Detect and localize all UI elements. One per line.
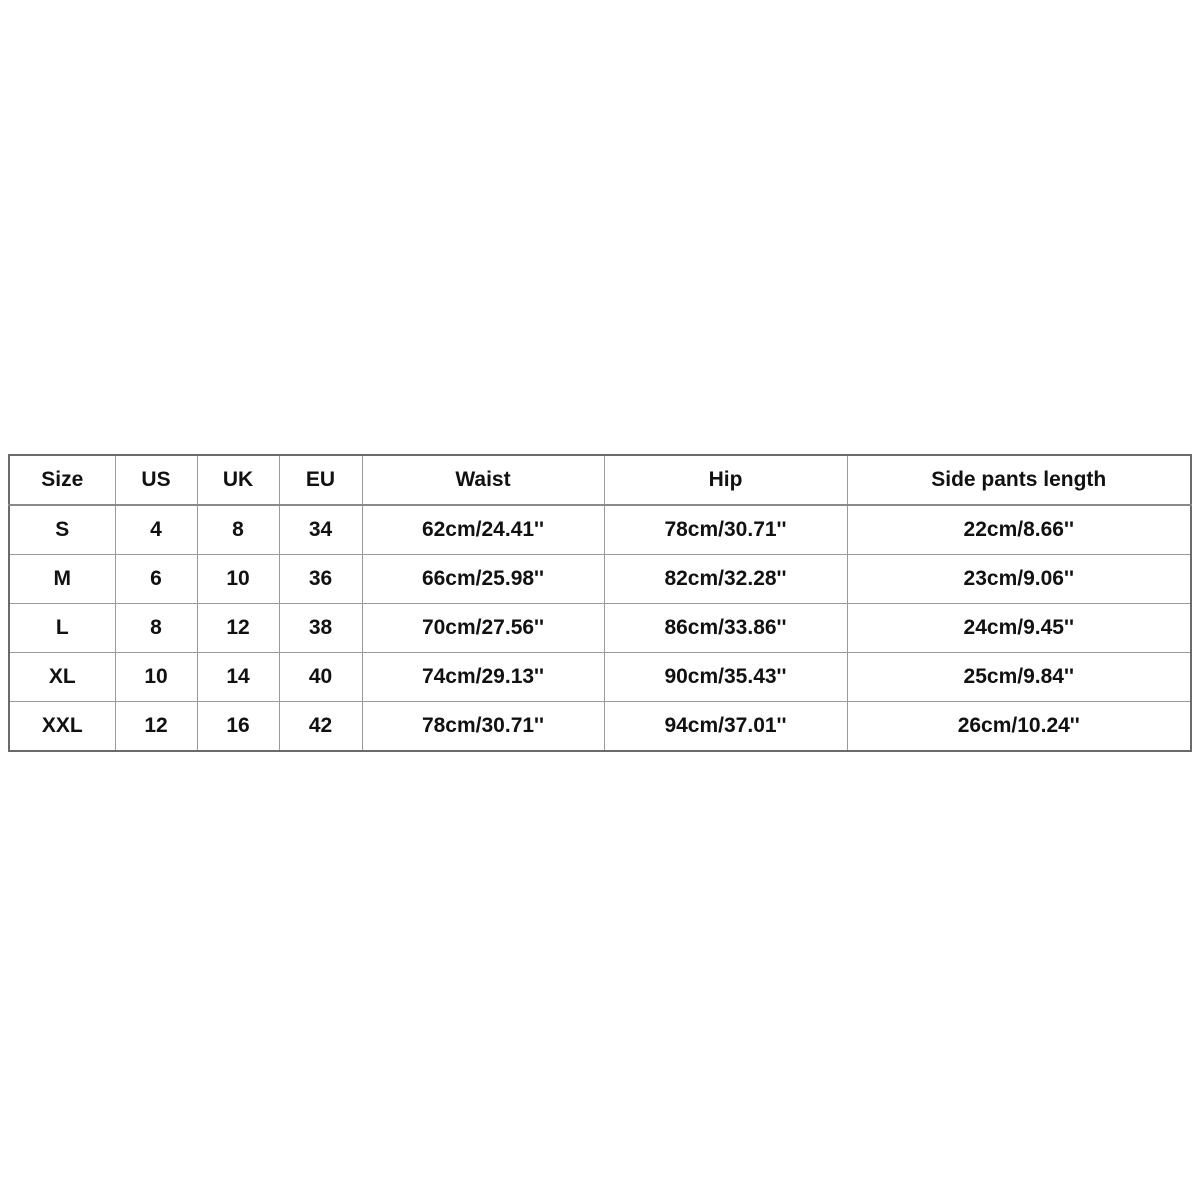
table-row (9, 604, 1191, 653)
table-row (9, 555, 1191, 604)
cell-eu: 40 (279, 653, 362, 702)
size-chart-table (8, 454, 1192, 752)
cell-uk: 14 (197, 653, 279, 702)
cell-waist: 78cm/30.71'' (362, 702, 604, 752)
table-row (9, 653, 1191, 702)
cell-hip: 94cm/37.01'' (604, 702, 847, 752)
header-side-pants-length: Side pants length (847, 455, 1191, 505)
cell-size: M (9, 555, 115, 604)
cell-hip: 90cm/35.43'' (604, 653, 847, 702)
cell-hip: 86cm/33.86'' (604, 604, 847, 653)
table-row (9, 702, 1191, 752)
cell-us: 6 (115, 555, 197, 604)
cell-eu: 38 (279, 604, 362, 653)
cell-eu: 42 (279, 702, 362, 752)
table-header-row (9, 455, 1191, 505)
cell-side-pants-length: 22cm/8.66'' (847, 505, 1191, 555)
cell-uk: 16 (197, 702, 279, 752)
header-waist: Waist (362, 455, 604, 505)
header-eu: EU (279, 455, 362, 505)
cell-waist: 62cm/24.41'' (362, 505, 604, 555)
cell-uk: 10 (197, 555, 279, 604)
cell-size: S (9, 505, 115, 555)
cell-us: 8 (115, 604, 197, 653)
table-row (9, 505, 1191, 555)
cell-waist: 66cm/25.98'' (362, 555, 604, 604)
cell-size: XXL (9, 702, 115, 752)
cell-hip: 82cm/32.28'' (604, 555, 847, 604)
header-size: Size (9, 455, 115, 505)
header-us: US (115, 455, 197, 505)
header-uk: UK (197, 455, 279, 505)
cell-side-pants-length: 23cm/9.06'' (847, 555, 1191, 604)
cell-waist: 70cm/27.56'' (362, 604, 604, 653)
cell-us: 12 (115, 702, 197, 752)
cell-size: XL (9, 653, 115, 702)
cell-uk: 12 (197, 604, 279, 653)
cell-size: L (9, 604, 115, 653)
cell-uk: 8 (197, 505, 279, 555)
header-hip: Hip (604, 455, 847, 505)
cell-us: 4 (115, 505, 197, 555)
cell-side-pants-length: 26cm/10.24'' (847, 702, 1191, 752)
cell-eu: 36 (279, 555, 362, 604)
cell-side-pants-length: 25cm/9.84'' (847, 653, 1191, 702)
cell-side-pants-length: 24cm/9.45'' (847, 604, 1191, 653)
cell-us: 10 (115, 653, 197, 702)
cell-waist: 74cm/29.13'' (362, 653, 604, 702)
cell-hip: 78cm/30.71'' (604, 505, 847, 555)
cell-eu: 34 (279, 505, 362, 555)
